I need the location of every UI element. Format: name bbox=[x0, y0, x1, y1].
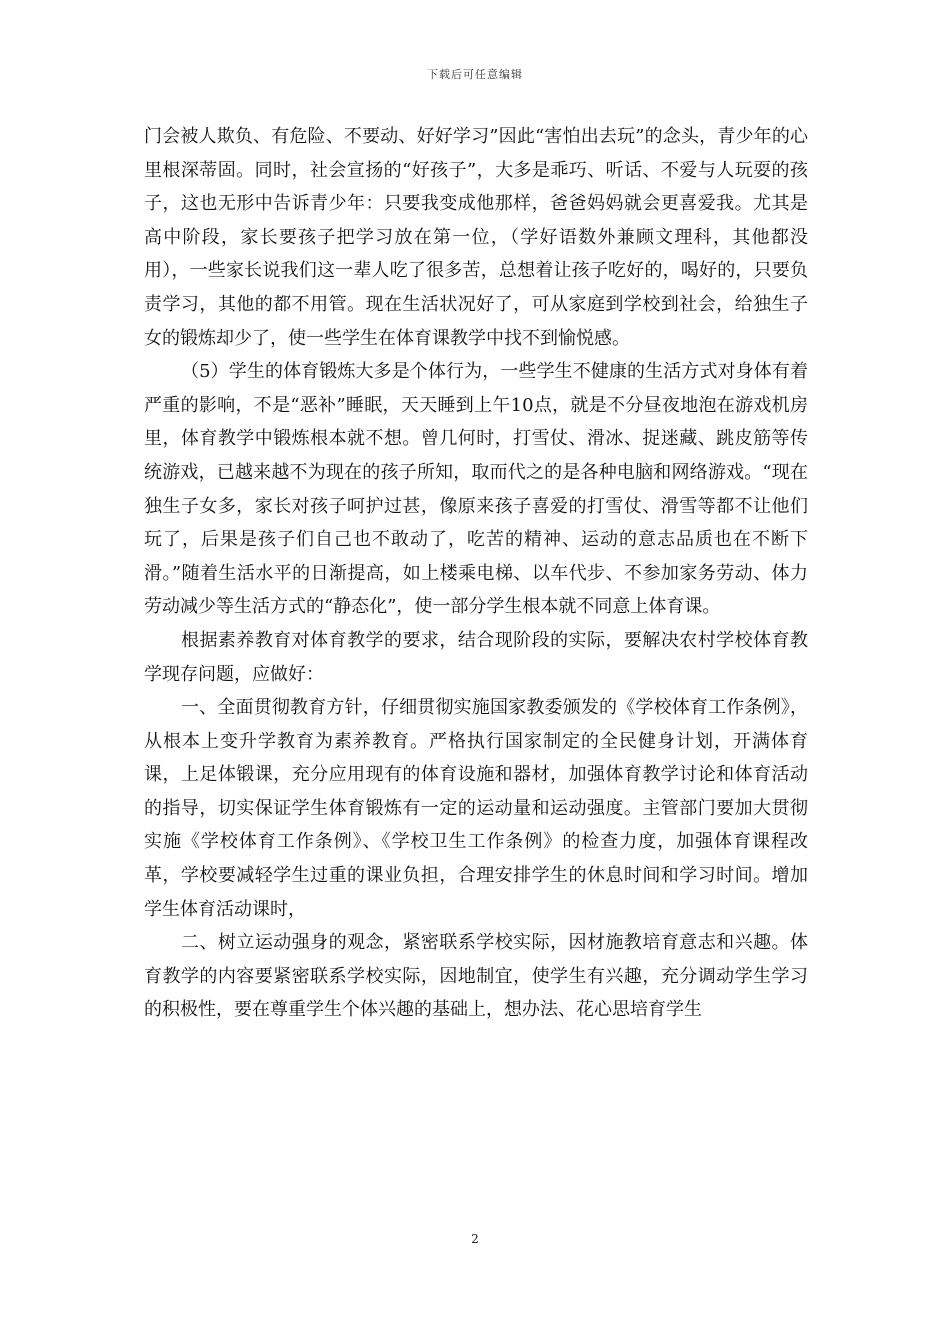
paragraph-4: 一、全面贯彻教育方针，仔细贯彻实施国家教委颁发的《学校体育工作条例》，从根本上变升学教育为素养教育。严格执行国家制定的全民健身计划，开满体育课，上足体锻课，充分应用现有的体育设施和器材，加强体育教学讨论和体育活动的指导，切实保证学生体育锻炼有一定的运动量和运动强度。主管部门要加大贯彻实施《学校体育工作条例》、《学校卫生工作条例》的检查力度，加强体育课程改革，学校要减轻学生过重的课业负担，合理安排学生的休息时间和学习时间。增加学生体育活动课时， bbox=[144, 697, 808, 920]
paragraph-1: 门会被人欺负、有危险、不要动、好好学习”因此“害怕出去玩”的念头，青少年的心里根深蒂固。同时，社会宣扬的“好孩子”，大多是乖巧、听话、不爱与人玩耍的孩子，这也无形中告诉青少年：只要我变成他那样，爸爸妈妈就会更喜爱我。尤其是高中阶段，家长要孩子把学习放在第一位，（学好语数外兼顾文理科，其他都没用），一些家长说我们这一辈人吃了很多苦，总想着让孩子吃好的，喝好的，只要负责学习，其他的都不用管。现在生活状况好了，可从家庭到学校到社会，给独生子女的锻炼却少了，使一些学生在体育课教学中找不到愉悦感。 bbox=[144, 126, 808, 349]
document-body bbox=[144, 120, 808, 1027]
paragraph-3: 根据素养教育对体育教学的要求，结合现阶段的实际，要解决农村学校体育教学现存问题，应做好： bbox=[144, 629, 808, 685]
page-header: 下载后可任意编辑 bbox=[427, 68, 523, 81]
paragraph-2: （5）学生的体育锻炼大多是个体行为，一些学生不健康的生活方式对身体有着严重的影响，不是“恶补”睡眠，天天睡到上午10点，就是不分昼夜地泡在游戏机房里，体育教学中锻炼根本就不想。曾几何时，打雪仗、滑冰、捉迷藏、跳皮筋等传统游戏，已越来越不为现在的孩子所知，取而代之的是各种电脑和网络游戏。“现在独生子女多，家长对孩子呵护过甚，像原来孩子喜爱的打雪仗、滑雪等都不让他们玩了，后果是孩子们自己也不敢动了，吃苦的精神、运动的意志品质也在不断下滑。”随着生活水平的日渐提高，如上楼乘电梯、以车代步、不参加家务劳动、体力劳动减少等生活方式的“静态化”，使一部分学生根本就不同意上体育课。 bbox=[144, 361, 808, 618]
page-number: 2 bbox=[471, 1232, 479, 1246]
paragraph-5: 二、树立运动强身的观念，紧密联系学校实际，因材施教培育意志和兴趣。体育教学的内容要紧密联系学校实际，因地制宜，使学生有兴趣，充分调动学生学习的积极性，要在尊重学生个体兴趣的基础上，想办法、花心思培育学生 bbox=[144, 932, 808, 1021]
